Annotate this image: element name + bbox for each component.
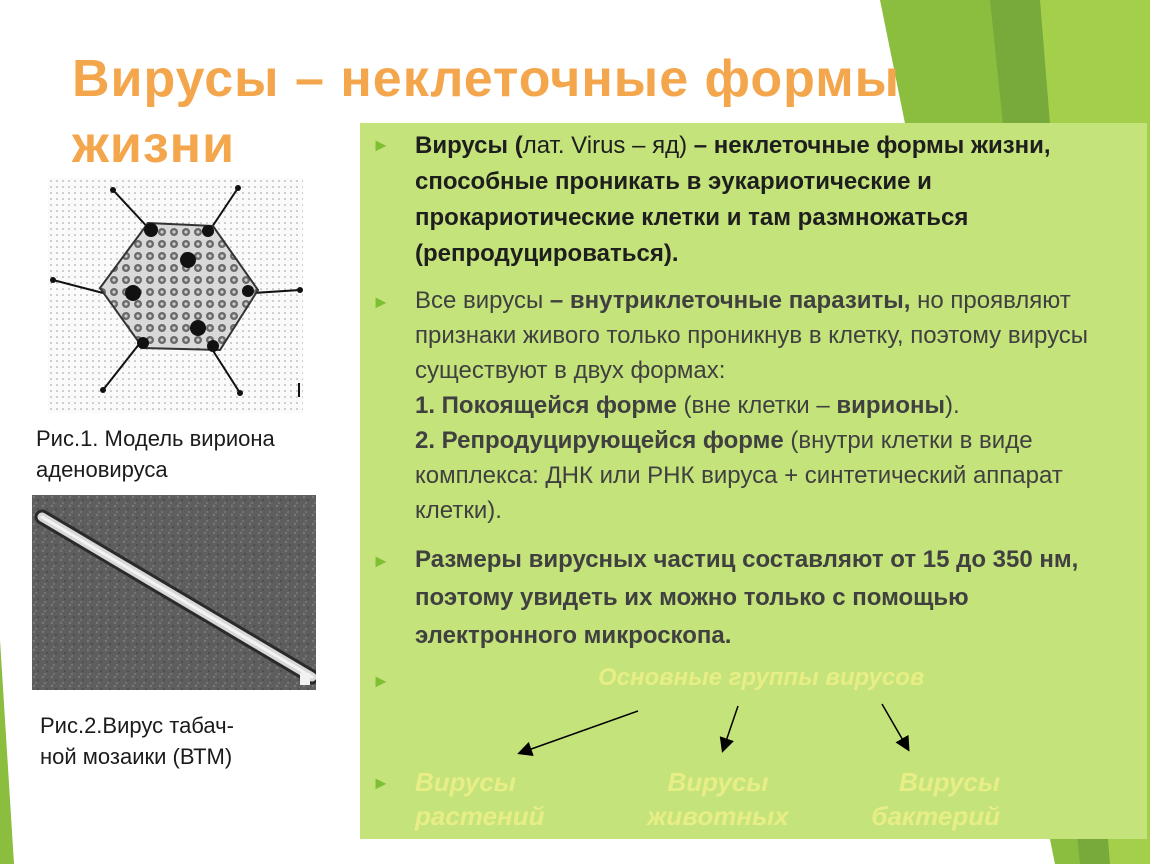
figure1-caption: Рис.1. Модель вириона аденовируса bbox=[36, 426, 275, 482]
group-plants bbox=[415, 765, 545, 833]
form-reproducing: 2. Репродуцирующейся форме bbox=[415, 427, 784, 454]
tmv-image bbox=[32, 495, 316, 690]
adenovirus-image bbox=[48, 178, 303, 413]
definition-text: – неклеточные формы жизни, способные проникать в эукариотические и прокариотические клетки и там размножаться (репродуцироваться). bbox=[415, 132, 1051, 267]
arrow-bacteria bbox=[882, 704, 908, 749]
virions-term: вирионы bbox=[836, 392, 945, 419]
group-bacteria-line2: бактерий bbox=[871, 801, 1000, 831]
group-animals-line1: Вирусы bbox=[667, 767, 769, 797]
triangle-right-icon: ► bbox=[372, 551, 390, 571]
figure2-caption-line2: ной мозаики (ВТМ) bbox=[40, 744, 233, 769]
parasites-text-1: Все вирусы bbox=[415, 287, 550, 314]
definition-latin: лат. Virus – яд) bbox=[522, 132, 688, 159]
group-plants-line1: Вирусы bbox=[415, 767, 516, 797]
form-reproducing-desc: (внутри клетки в виде комплекса: ДНК или РНК вируса + синтетический аппарат клетки). bbox=[415, 427, 1063, 524]
triangle-right-icon: ► bbox=[372, 671, 390, 691]
page-title: Вирусы – неклеточные формы жизни bbox=[72, 50, 901, 174]
triangle-right-icon: ► bbox=[372, 292, 390, 312]
triangle-right-icon: ► bbox=[372, 135, 390, 155]
figure2-caption-line1: Рис.2.Вирус табач- bbox=[40, 713, 234, 738]
definition-term: Вирусы ( bbox=[415, 132, 523, 159]
groups-title: Основные группы вирусов bbox=[598, 664, 925, 691]
form-resting-desc: (вне клетки – bbox=[676, 392, 837, 419]
parasites-bold-1: – внутриклеточные паразиты, bbox=[549, 287, 911, 314]
bullet-sizes: Размеры вирусных частиц составляют от 15 до 350 нм, поэтому увидеть их можно только с помощью электронного микроскопа. bbox=[415, 546, 1079, 649]
group-animals bbox=[638, 765, 798, 833]
group-animals-line2: животных bbox=[647, 801, 789, 831]
triangle-right-icon: ► bbox=[372, 773, 390, 793]
group-bacteria bbox=[855, 765, 1000, 833]
group-bacteria-line1: Вирусы bbox=[899, 767, 1000, 797]
arrow-animals bbox=[723, 706, 738, 750]
arrow-plants bbox=[520, 711, 638, 753]
form-resting: 1. Покоящейся форме bbox=[415, 392, 677, 419]
form-resting-close: ). bbox=[944, 392, 960, 419]
figure2-caption bbox=[40, 710, 300, 772]
parasites-text-2: но проявляют признаки живого только проникнув в клетку, поэтому вирусы существуют в двух формах: bbox=[415, 287, 1089, 384]
group-plants-line2: растений bbox=[415, 801, 545, 831]
